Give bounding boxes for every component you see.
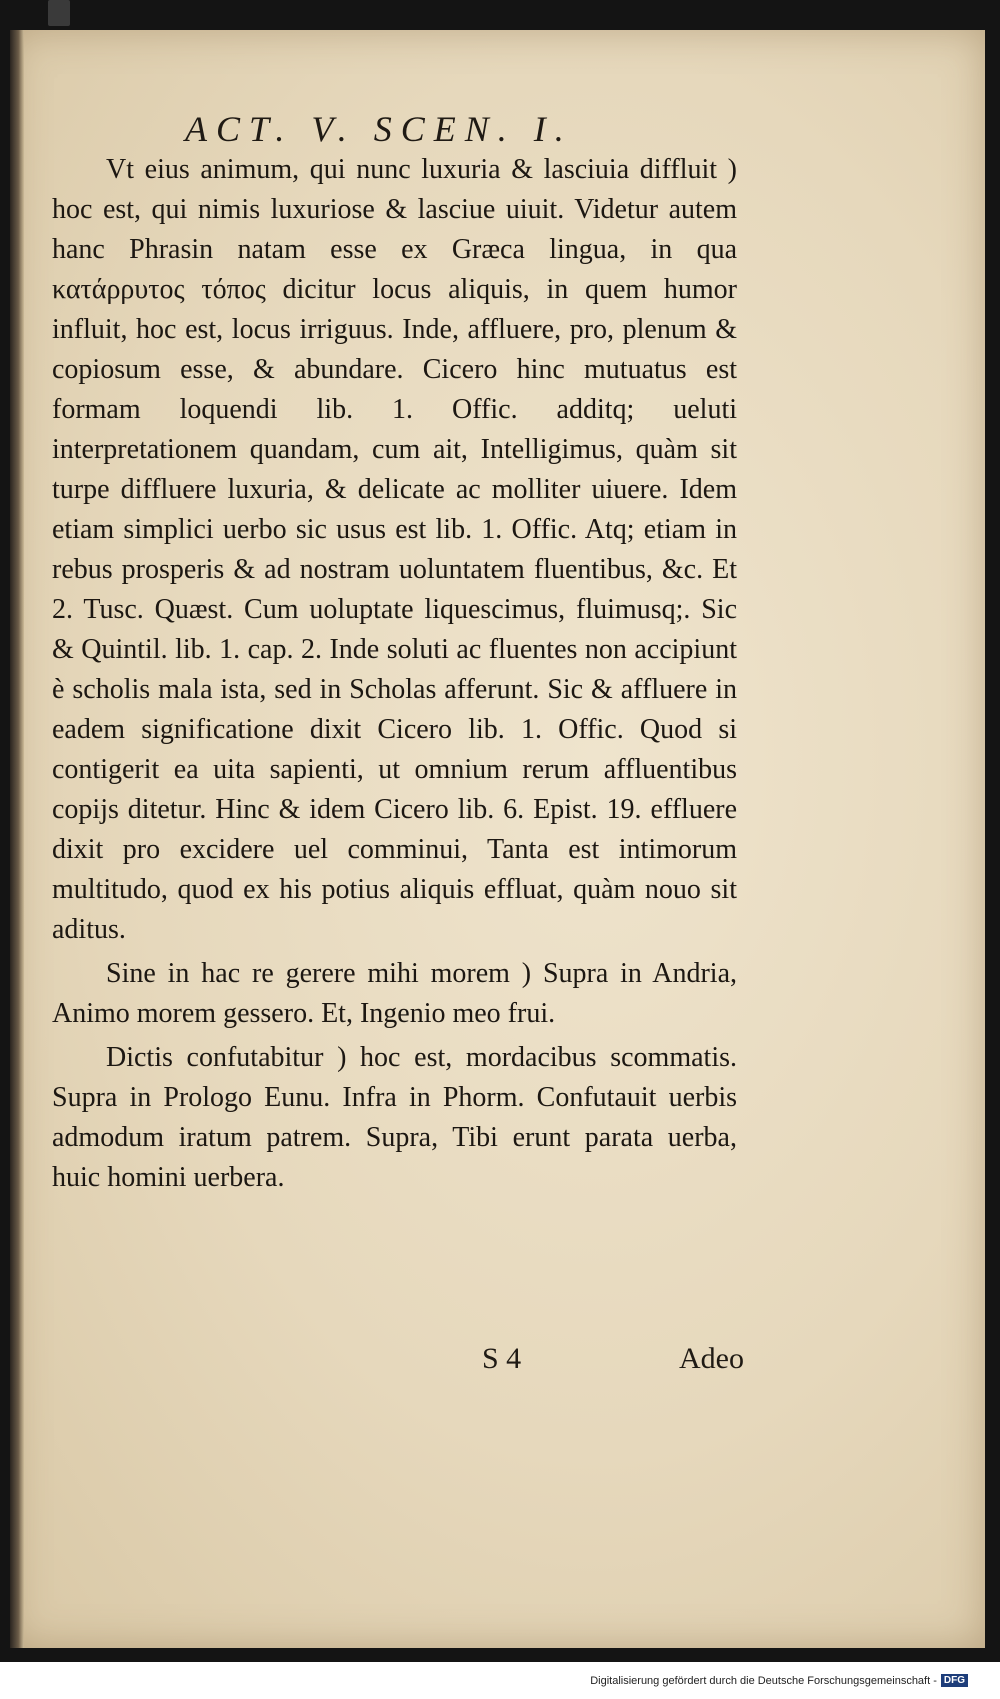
signature-mark: S 4 [482, 1342, 522, 1375]
paragraph: Vt eius animum, qui nunc luxuria & lasciuia diffluit ) hoc est, qui nimis luxuriose & lasciue uiuit. Videtur autem hanc Phrasin natam esse ex Græca lingua, in qua κατάρρυτος τόπος dicitur locus aliquis, in quem humor influit, hoc est, locus irriguus. Inde, affluere, pro, plenum & copiosum esse, & abundare. Cicero hinc mutuatus est formam loquendi lib. 1. Offic. additq; ueluti interpretationem quandam, cum ait, Intelligimus, quàm sit turpe diffluere luxuria, & delicate ac molliter uiuere. Idem etiam simplici uerbo sic usus est lib. 1. Offic. Atq; etiam in rebus prosperis & ad nostram uoluntatem fluentibus, &c. Et 2. Tusc. Quæst. Cum uoluptate liquescimus, fluimusq;. Sic & Quintil. lib. 1. cap. 2. Inde soluti ac fluentes non accipiunt è scholis mala ista, sed in Scholas afferunt. Sic & affluere in eadem significatione dixit Cicero lib. 1. Offic. Quod si contigerit ea uita sapienti, ut omnium rerum affluentibus copijs ditetur. Hinc & idem Cicero lib. 6. Epist. 19. effluere dixit pro excidere uel comminui, Tanta est intimorum multitudo, quod ex his potius aliquis effluat, quàm nouo sit aditus. [52, 154, 737, 945]
page-body [52, 150, 737, 1198]
catchword: Adeo [679, 1342, 744, 1375]
paragraph: Dictis confutabitur ) hoc est, mordacibus scommatis. Supra in Prologo Eunu. Infra in Phorm. Confutauit uerbis admodum iratum patrem. Supra, Tibi erunt parata uerba, huic homini uerbera. [52, 1042, 737, 1193]
running-head: ACT. V. SCEN. I. [185, 109, 573, 149]
bookmark-tab [48, 0, 70, 26]
digitization-credit [590, 1674, 968, 1687]
page-gutter [10, 30, 24, 1648]
paragraph: Sine in hac re gerere mihi morem ) Supra in Andria, Animo morem gessero. Et, Ingenio meo frui. [52, 958, 737, 1029]
credit-text: Digitalisierung gefördert durch die Deutsche Forschungsgemeinschaft - [590, 1674, 937, 1687]
dfg-logo: DFG [941, 1674, 968, 1687]
